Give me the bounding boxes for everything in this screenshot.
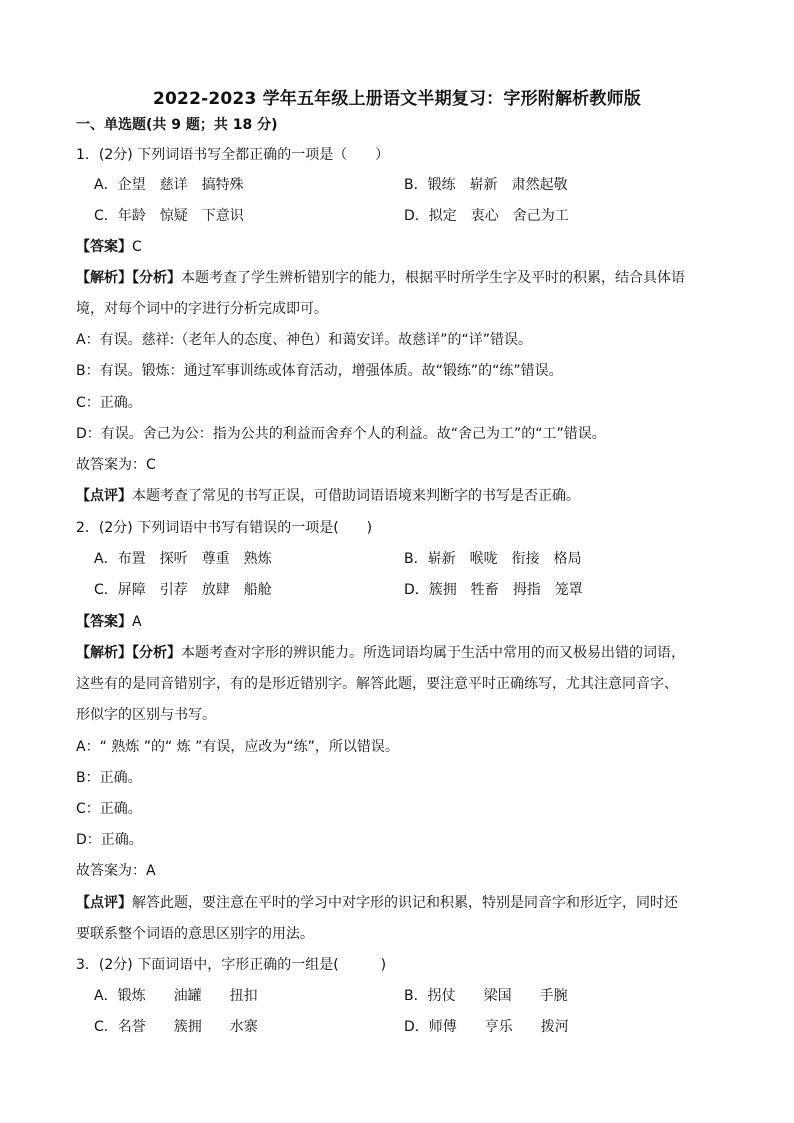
question-1-analysis-cont: 境，对每个词中的字进行分析完成即可。 bbox=[76, 301, 328, 317]
question-1-line-d: D：有误。舍己为公：指为公共的利益而舍弃个人的利益。故“舍己为工”的“工”错误。 bbox=[76, 426, 606, 442]
question-2-line-d: D：正确。 bbox=[76, 832, 143, 848]
question-3-option-c: C．名誉 簇拥 水寨 bbox=[94, 1019, 258, 1035]
question-2-line-b: B：正确。 bbox=[76, 770, 142, 786]
comment-text: 本题考查了常见的书写正误，可借助词语语境来判断字的书写是否正确。 bbox=[132, 488, 580, 504]
comment-tag: 【点评】 bbox=[76, 895, 132, 911]
page-title: 2022-2023 学年五年级上册语文半期复习：字形附解析教师版 bbox=[152, 89, 641, 109]
question-1-line-a: A：有误。慈祥:（老年人的态度、神色）和蔼安详。故慈详”的“详”错误。 bbox=[76, 332, 533, 348]
analysis-tag: 【解析】【分析】 bbox=[76, 645, 181, 661]
answer-value: C bbox=[132, 239, 142, 255]
question-2-line-c: C：正确。 bbox=[76, 801, 142, 817]
question-2-option-a: A．布置 探听 尊重 熟炼 bbox=[94, 551, 272, 567]
question-2-comment-cont: 要联系整个词语的意思区别字的用法。 bbox=[76, 926, 314, 942]
comment-text: 解答此题，要注意在平时的学习中对字形的识记和积累，特别是同音字和形近字，同时还 bbox=[132, 895, 678, 911]
question-1-line-b: B：有误。锻炼：通过军事训练或体育活动，增强体质。故“锻练”的“练”错误。 bbox=[76, 363, 563, 379]
question-1-option-c: C．年龄 惊疑 下意识 bbox=[94, 208, 244, 224]
question-3-option-d: D．师傅 亨乐 拨河 bbox=[404, 1019, 569, 1035]
question-2-answer bbox=[76, 612, 142, 632]
answer-tag: 【答案】 bbox=[76, 614, 132, 630]
question-2-option-b: B．崭新 喉咙 衔接 格局 bbox=[404, 551, 582, 567]
question-2-final: 故答案为：A bbox=[76, 863, 156, 879]
comment-tag: 【点评】 bbox=[76, 488, 132, 504]
question-2-option-d: D．簇拥 牲畜 拇指 笼罩 bbox=[404, 582, 583, 598]
question-1-answer bbox=[76, 237, 142, 257]
question-1-line-c: C：正确。 bbox=[76, 395, 142, 411]
question-3-option-b: B．拐仗 梁国 手腕 bbox=[404, 988, 568, 1004]
question-2-analysis-cont2: 形似字的区别与书写。 bbox=[76, 707, 216, 723]
question-3-option-a: A．锻炼 油罐 扭扣 bbox=[94, 988, 258, 1004]
question-1-final: 故答案为：C bbox=[76, 457, 156, 473]
question-1-option-a: A．企望 慈详 搞特殊 bbox=[94, 177, 244, 193]
question-2-option-c: C．屏障 引荐 放肆 船舱 bbox=[94, 582, 272, 598]
question-2-analysis bbox=[76, 643, 685, 663]
question-1-option-b: B．锻练 崭新 肃然起敬 bbox=[404, 177, 568, 193]
analysis-text: 本题考查了学生辨析错别字的能力，根据平时所学生字及平时的积累，结合具体语 bbox=[181, 270, 685, 286]
question-2-line-a: A：“ 熟炼 ”的“ 炼 ”有误，应改为“练”，所以错误。 bbox=[76, 739, 399, 755]
question-2-stem: 2．(2分) 下列词语中书写有错误的一项是( ) bbox=[76, 520, 373, 536]
answer-tag: 【答案】 bbox=[76, 239, 132, 255]
question-1-comment bbox=[76, 486, 580, 506]
question-2-analysis-cont: 这些有的是同音错别字，有的是形近错别字。解答此题，要注意平时正确练写，尤其注意同音字、 bbox=[76, 676, 678, 692]
question-1-option-d: D．拟定 衷心 舍己为工 bbox=[404, 208, 569, 224]
section-heading: 一、单选题(共 9 题；共 18 分) bbox=[76, 117, 278, 133]
question-1-stem: 1．(2分) 下列词语书写全都正确的一项是（ ） bbox=[76, 147, 390, 163]
analysis-tag: 【解析】【分析】 bbox=[76, 270, 181, 286]
answer-value: A bbox=[132, 614, 142, 630]
question-1-analysis bbox=[76, 268, 685, 288]
question-2-comment bbox=[76, 893, 678, 913]
question-3-stem: 3．(2分) 下面词语中，字形正确的一组是( ) bbox=[76, 957, 387, 973]
analysis-text: 本题考查对字形的辨识能力。所选词语均属于生活中常用的而又极易出错的词语， bbox=[181, 645, 685, 661]
